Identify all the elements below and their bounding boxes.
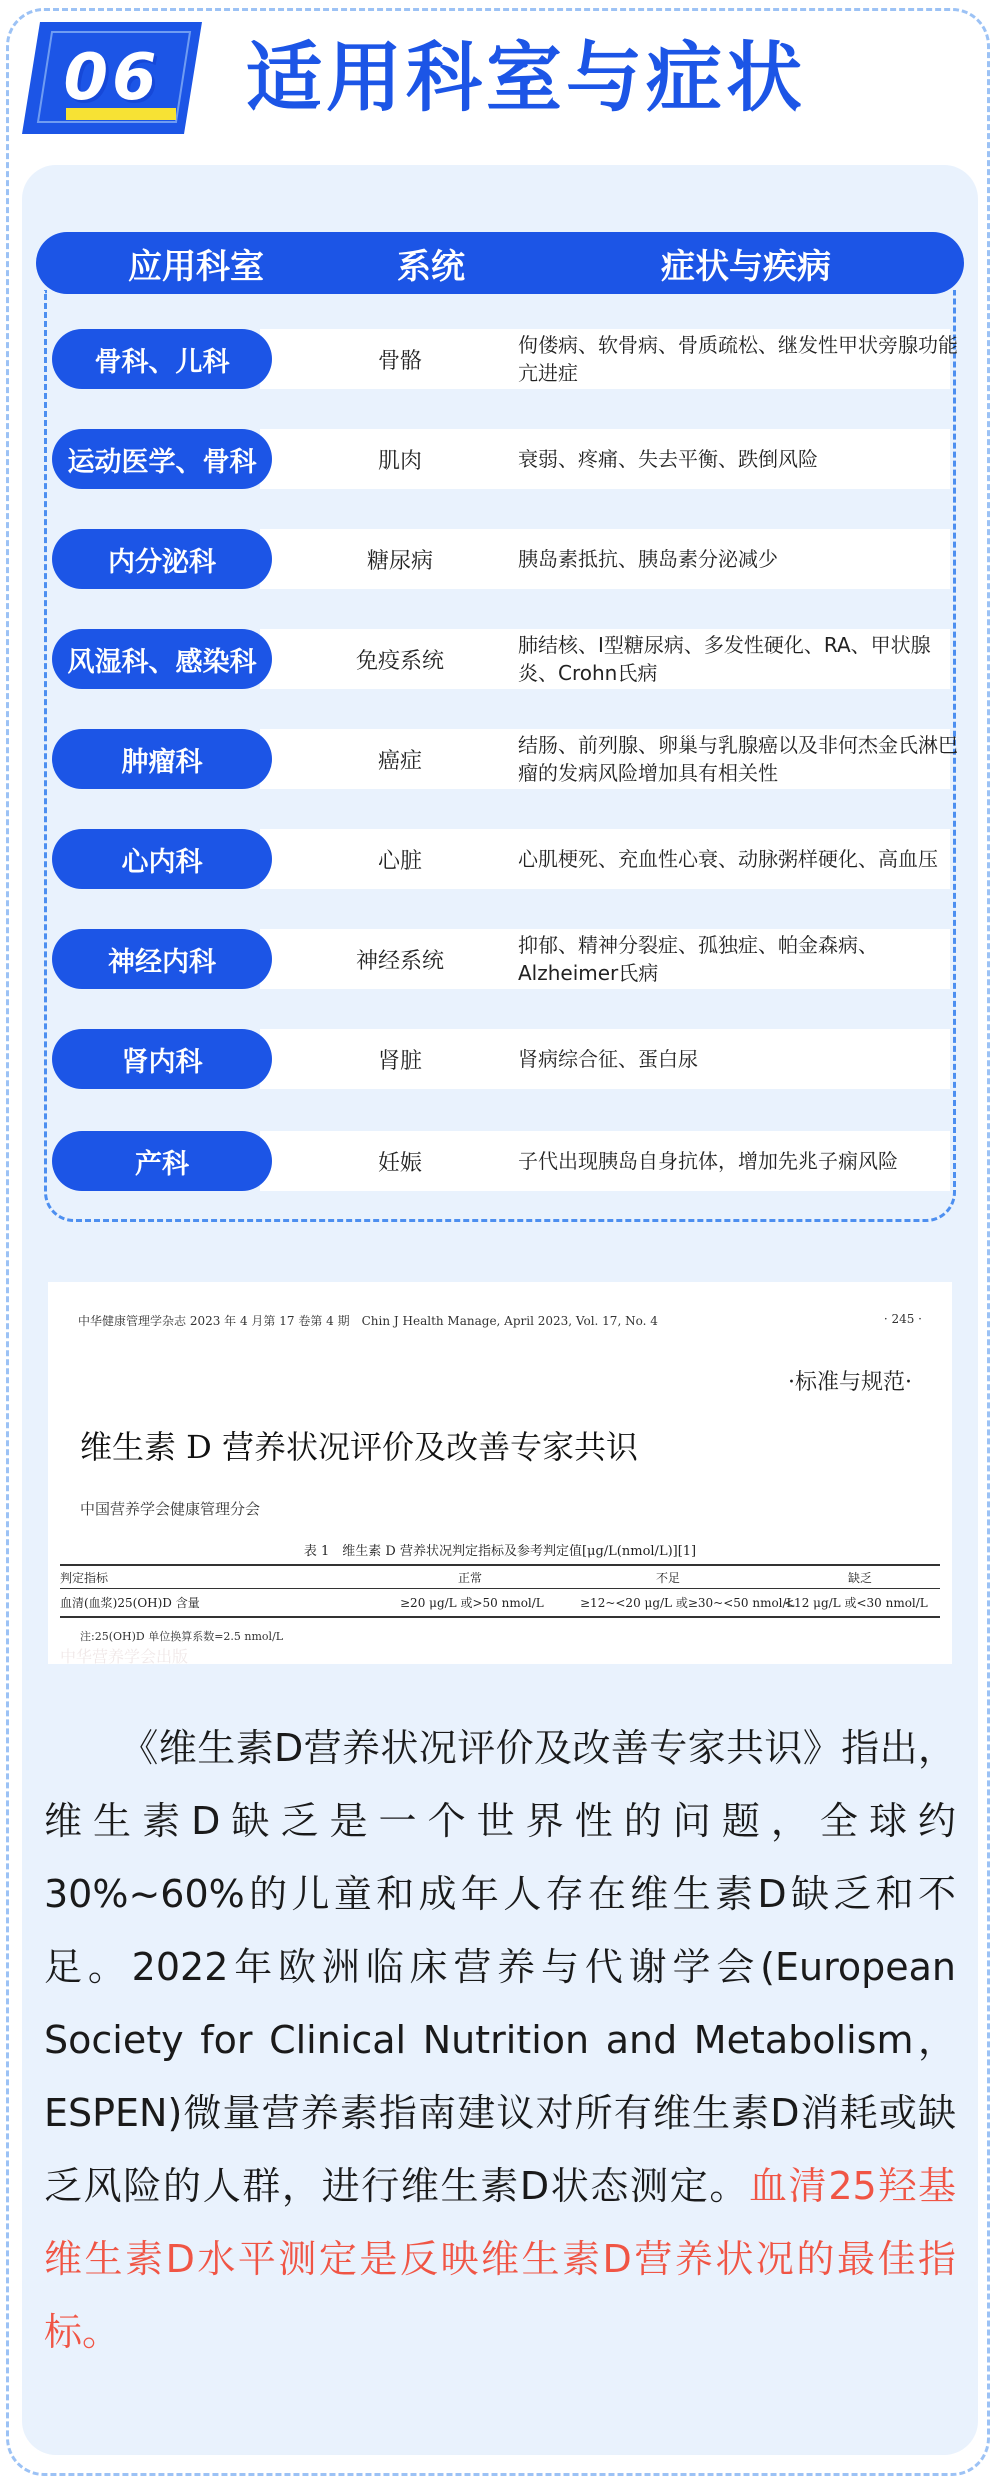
table-row — [0, 626, 1000, 692]
page-title: 适用科室与症状 — [246, 33, 806, 122]
paper-section: ·标准与规范· — [788, 1370, 912, 1395]
paper-th-normal: 正常 — [458, 1571, 483, 1585]
paper-journal-header: 中华健康管理学杂志 2023 年 4 月第 17 卷第 4 期 Chin J Health Manage, April 2023, Vol. 17, No. 4 — [78, 1314, 658, 1328]
system-cell: 骨骼 — [377, 348, 422, 374]
paper-page-number: · 245 · — [883, 1312, 922, 1326]
dept-pill: 运动医学、骨科 — [52, 429, 272, 489]
dept-pill: 产科 — [52, 1131, 272, 1191]
dept-pill: 肾内科 — [52, 1029, 272, 1089]
paper-th-insufficient: 不足 — [656, 1571, 681, 1585]
system-cell: 妊娠 — [377, 1150, 422, 1176]
table-row — [0, 326, 1000, 392]
system-cell: 心脏 — [377, 848, 422, 874]
paper-th-deficient: 缺乏 — [848, 1571, 873, 1585]
badge-number: 06 — [63, 41, 161, 115]
symptoms-cell: 肾病综合征、蛋白尿 — [518, 1047, 698, 1071]
paper-td-normal: ≥20 μg/L 或>50 nmol/L — [400, 1596, 544, 1610]
paper-td-deficient: <12 μg/L 或<30 nmol/L — [784, 1596, 928, 1610]
paper-org: 中国营养学会健康管理分会 — [80, 1500, 261, 1518]
system-cell: 肾脏 — [377, 1048, 422, 1074]
symptoms-cell: 抑郁、精神分裂症、孤独症、帕金森病、Alzheimer氏病 — [518, 933, 878, 985]
paper-td-insufficient: ≥12~<20 μg/L 或≥30~<50 nmol/L — [580, 1596, 795, 1610]
system-cell: 神经系统 — [355, 948, 444, 974]
paper-td-indicator: 血清(血浆)25(OH)D 含量 — [60, 1596, 200, 1610]
dept-pill: 风湿科、感染科 — [52, 629, 272, 689]
table-row — [0, 1026, 1000, 1092]
body-paragraph — [44, 1712, 956, 2369]
dept-pill: 骨科、儿科 — [52, 329, 272, 389]
system-cell: 糖尿病 — [366, 548, 433, 574]
system-cell: 肌肉 — [377, 448, 422, 474]
system-cell: 癌症 — [377, 748, 422, 774]
paper-excerpt — [48, 1282, 952, 1664]
header-symptoms: 症状与疾病 — [661, 246, 831, 287]
symptoms-cell: 结肠、前列腺、卵巢与乳腺癌以及非何杰金氏淋巴瘤的发病风险增加具有相关性 — [518, 733, 958, 785]
paper-watermark: 中华营养学会出版 — [60, 1647, 189, 1666]
system-cell: 免疫系统 — [355, 648, 444, 674]
dept-pill: 内分泌科 — [52, 529, 272, 589]
table-header — [36, 232, 964, 294]
table-row — [0, 726, 1000, 792]
body-text: 《维生素D营养状况评价及改善专家共识》指出，维生素D缺乏是一个世界性的问题，全球约30%~60%的儿童和成年人存在维生素D缺乏和不足。2022年欧洲临床营养与代谢学会(European Society for Clinical Nutrition and Metabolism，ESPEN)微量营养素指南建议对所有维生素D消耗或缺乏风险的人群，进行维生素D状态测定。 — [44, 1726, 956, 2208]
table-row — [0, 926, 1000, 992]
header-dept: 应用科室 — [128, 246, 264, 287]
table-row — [0, 526, 1000, 592]
paper-table-rule-top — [60, 1564, 940, 1566]
symptoms-cell: 衰弱、疼痛、失去平衡、跌倒风险 — [518, 447, 818, 471]
symptoms-cell: 肺结核、I型糖尿病、多发性硬化、RA、甲状腺炎、Crohn氏病 — [518, 633, 931, 685]
paper-table-rule-bottom — [60, 1616, 940, 1618]
table-row — [0, 826, 1000, 892]
symptoms-cell: 佝偻病、软骨病、骨质疏松、继发性甲状旁腺功能亢进症 — [518, 333, 958, 385]
table-row — [0, 426, 1000, 492]
paper-title: 维生素 D 营养状况评价及改善专家共识 — [80, 1428, 639, 1466]
dept-pill: 神经内科 — [52, 929, 272, 989]
header-system: 系统 — [397, 246, 465, 287]
dept-pill: 肿瘤科 — [52, 729, 272, 789]
paper-note: 注:25(OH)D 单位换算系数=2.5 nmol/L — [80, 1630, 284, 1643]
symptoms-cell: 胰岛素抵抗、胰岛素分泌减少 — [518, 547, 778, 571]
symptoms-cell: 子代出现胰岛自身抗体，增加先兆子痫风险 — [518, 1149, 898, 1173]
body-highlight: 血清25羟基维生素D水平测定是反映维生素D营养状况的最佳指标。 — [44, 2164, 956, 2354]
symptoms-cell: 心肌梗死、充血性心衰、动脉粥样硬化、高血压 — [518, 847, 938, 871]
section-badge — [22, 22, 202, 134]
paper-table-caption: 表 1 维生素 D 营养状况判定指标及参考判定值[μg/L(nmol/L)][1] — [303, 1544, 697, 1559]
dept-pill: 心内科 — [52, 829, 272, 889]
table-row — [0, 1128, 1000, 1194]
paper-table-rule-mid — [60, 1588, 940, 1589]
paper-th-indicator: 判定指标 — [60, 1571, 109, 1585]
